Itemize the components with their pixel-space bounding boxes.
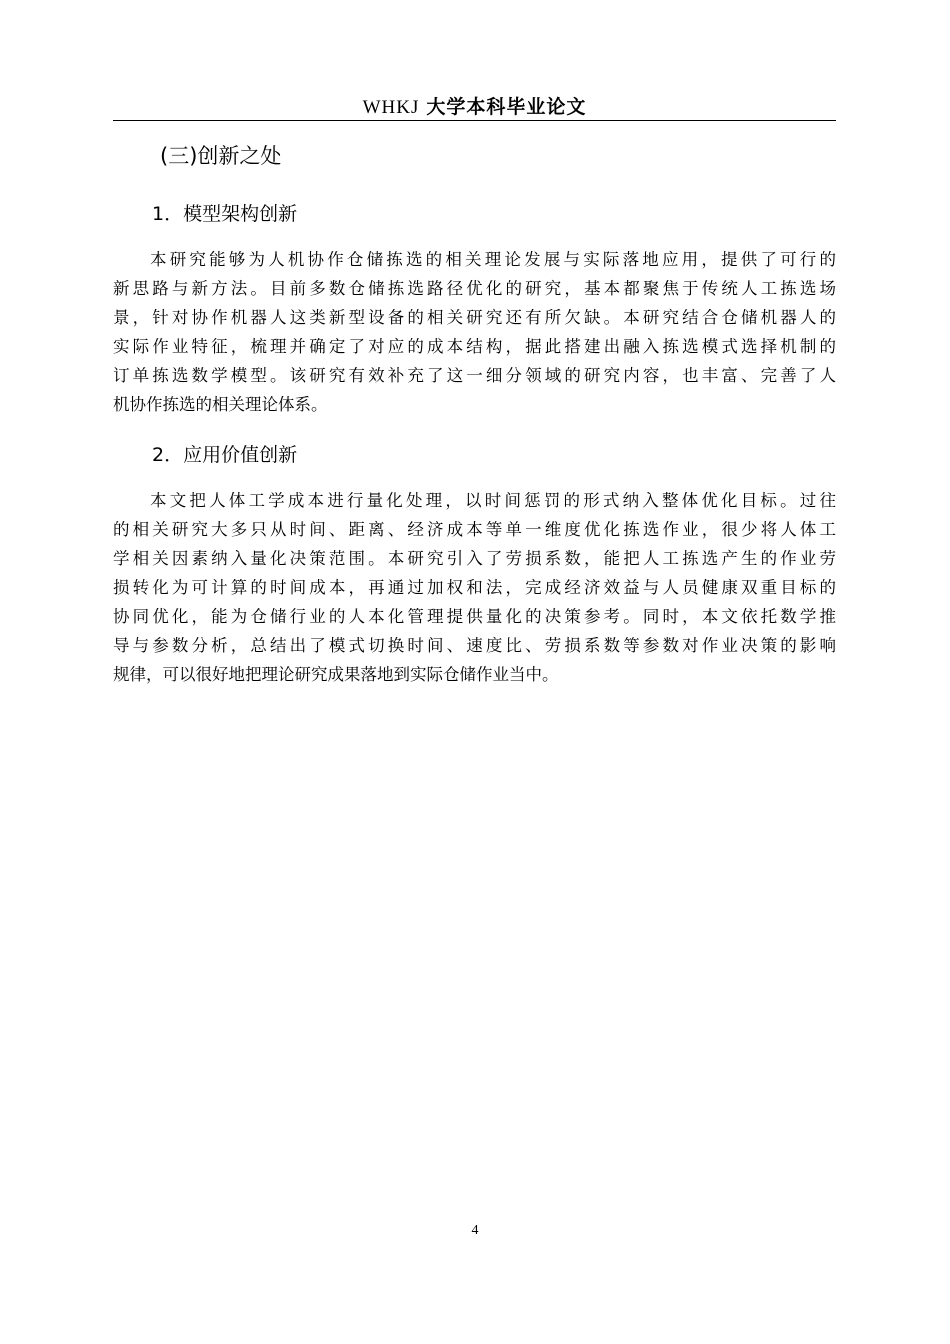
section-heading: (三)创新之处 <box>160 144 282 168</box>
running-header <box>113 94 836 120</box>
header-rule <box>113 120 836 121</box>
paragraph-line: 实际作业特征，梳理并确定了对应的成本结构，据此搭建出融入拣选模式选择机制的 <box>113 337 836 356</box>
subsection-heading-1: 1．模型架构创新 <box>152 203 298 225</box>
paragraph-line: 新思路与新方法。目前多数仓储拣选路径优化的研究，基本都聚焦于传统人工拣选场 <box>113 279 836 298</box>
header-latin: WHKJ <box>362 97 420 118</box>
paragraph-line: 本文把人体工学成本进行量化处理，以时间惩罚的形式纳入整体优化目标。过往 <box>150 491 836 510</box>
paragraph-line: 规律，可以很好地把理论研究成果落地到实际仓储作业当中。 <box>113 665 559 684</box>
paragraph-line: 导与参数分析，总结出了模式切换时间、速度比、劳损系数等参数对作业决策的影响 <box>113 636 836 655</box>
paragraph-line: 机协作拣选的相关理论体系。 <box>113 395 328 414</box>
page-number: 4 <box>471 1223 479 1238</box>
paragraph-line: 本研究能够为人机协作仓储拣选的相关理论发展与实际落地应用，提供了可行的 <box>150 250 836 269</box>
paragraph-line: 协同优化，能为仓储行业的人本化管理提供量化的决策参考。同时，本文依托数学推 <box>113 607 836 626</box>
paragraph-2 <box>113 486 836 689</box>
header-title: 大学本科毕业论文 <box>426 96 587 118</box>
paragraph-line: 的相关研究大多只从时间、距离、经济成本等单一维度优化拣选作业，很少将人体工 <box>113 520 836 539</box>
paragraph-line: 学相关因素纳入量化决策范围。本研究引入了劳损系数，能把人工拣选产生的作业劳 <box>113 549 836 568</box>
subsection-heading-2: 2．应用价值创新 <box>152 444 298 466</box>
paragraph-1 <box>113 245 836 419</box>
paragraph-line: 订单拣选数学模型。该研究有效补充了这一细分领域的研究内容，也丰富、完善了人 <box>113 366 836 385</box>
paragraph-line: 景，针对协作机器人这类新型设备的相关研究还有所欠缺。本研究结合仓储机器人的 <box>113 308 836 327</box>
paragraph-line: 损转化为可计算的时间成本，再通过加权和法，完成经济效益与人员健康双重目标的 <box>113 578 836 597</box>
